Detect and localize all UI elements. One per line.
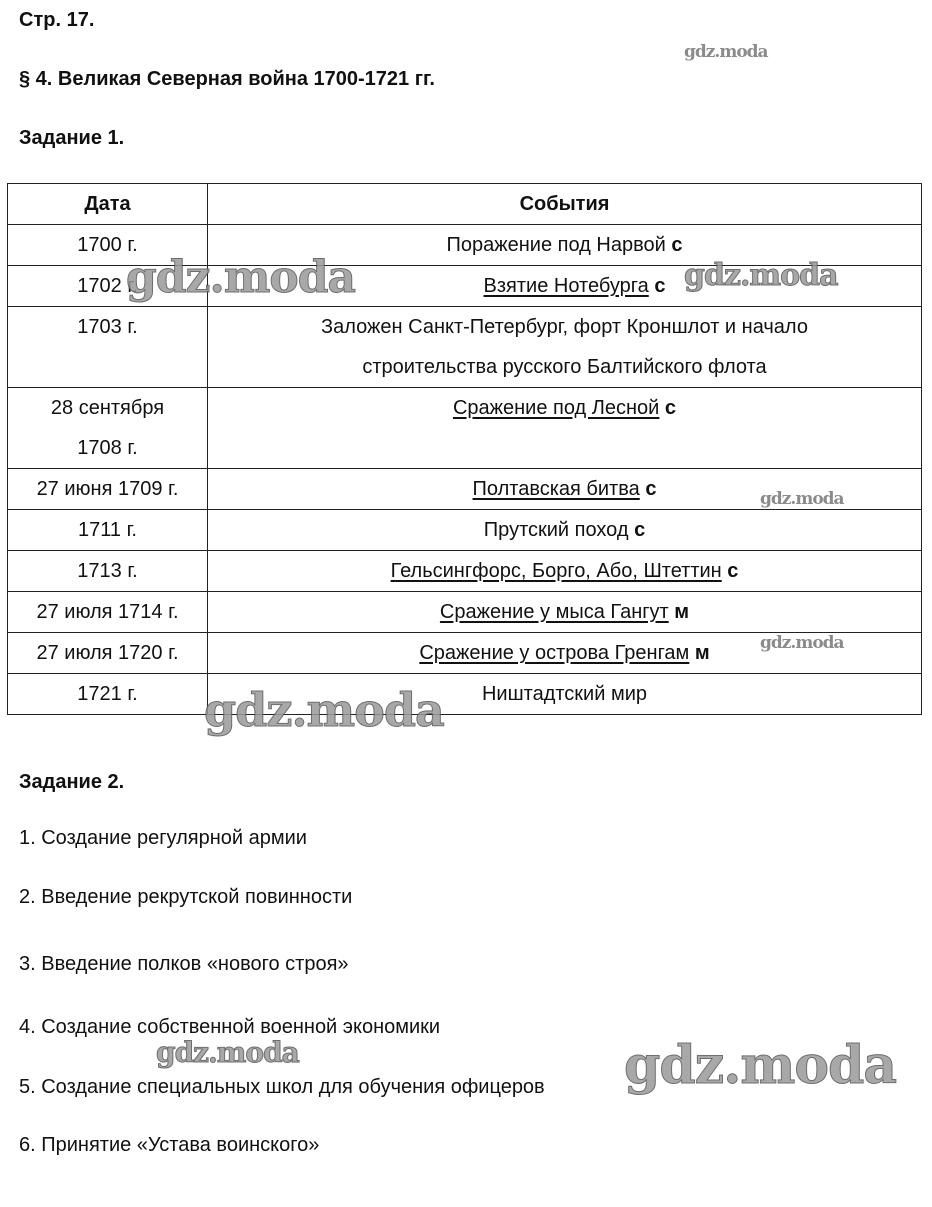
row-event: Сражение под Лесной с — [208, 388, 922, 469]
answer-mark: м — [694, 642, 710, 664]
watermark: gdz.moda — [684, 258, 838, 293]
table-row — [8, 307, 922, 388]
answer-mark: с — [654, 275, 666, 297]
row-event: Прутский поход с — [208, 510, 922, 551]
watermark: gdz.moda — [760, 489, 844, 509]
row-date: 27 июня 1709 г. — [8, 469, 208, 510]
row-event: Взятие Нотебурга с — [208, 266, 922, 307]
table-row — [8, 266, 922, 307]
row-event: Ништадтский мир — [208, 674, 922, 715]
row-event: Гельсингфорс, Борго, Або, Штеттин с — [208, 551, 922, 592]
row-event: Сражение у мыса Гангут м — [208, 592, 922, 633]
answer-mark: с — [664, 397, 677, 419]
section-title: § 4. Великая Северная война 1700-1721 гг. — [19, 68, 435, 90]
row-date: 27 июля 1714 г. — [8, 592, 208, 633]
table-row — [8, 225, 922, 266]
table-row — [8, 633, 922, 674]
table-row — [8, 551, 922, 592]
table-row — [8, 510, 922, 551]
watermark: gdz.moda — [684, 42, 768, 62]
watermark: gdz.moda — [760, 633, 844, 653]
task1-title: Задание 1. — [19, 127, 125, 149]
row-event: Поражение под Нарвой с — [208, 225, 922, 266]
row-date: 1711 г. — [8, 510, 208, 551]
answer-mark: м — [674, 601, 690, 623]
row-date: 1700 г. — [8, 225, 208, 266]
list-item: 4. Создание собственной военной экономики — [19, 1016, 441, 1038]
events-table — [7, 183, 922, 715]
page-number: Стр. 17. — [19, 9, 95, 31]
watermark: gdz.moda — [624, 1035, 897, 1096]
list-item: 1. Создание регулярной армии — [19, 827, 307, 849]
list-item: 5. Создание специальных школ для обучения офицеров — [19, 1076, 545, 1098]
table-header-row — [8, 184, 922, 225]
row-event: Сражение у острова Гренгам м — [208, 633, 922, 674]
answer-mark: с — [645, 478, 657, 500]
row-date: 1713 г. — [8, 551, 208, 592]
row-event: Заложен Санкт-Петербург, форт Кроншлот и начало строительства русского Балтийского флота — [208, 307, 922, 388]
row-date: 1721 г. — [8, 674, 208, 715]
header-events: События — [208, 184, 922, 225]
answer-mark: с — [727, 560, 739, 582]
list-item: 2. Введение рекрутской повинности — [19, 886, 353, 908]
table-row — [8, 388, 922, 469]
table-row — [8, 469, 922, 510]
row-date: 27 июля 1720 г. — [8, 633, 208, 674]
answer-mark: с — [634, 519, 646, 541]
row-date: 1703 г. — [8, 307, 208, 388]
table-row — [8, 592, 922, 633]
watermark: gdz.moda — [204, 683, 444, 737]
answer-mark: с — [671, 234, 683, 256]
task2-title: Задание 2. — [19, 771, 125, 793]
table-row — [8, 674, 922, 715]
row-date: 28 сентября 1708 г. — [8, 388, 208, 469]
row-date: 1702 г. — [8, 266, 208, 307]
list-item: 6. Принятие «Устава воинского» — [19, 1134, 320, 1156]
watermark: gdz.moda — [156, 1036, 299, 1069]
row-event: Полтавская битва с — [208, 469, 922, 510]
watermark: gdz.moda — [126, 252, 356, 303]
header-date: Дата — [8, 184, 208, 225]
list-item: 3. Введение полков «нового строя» — [19, 953, 349, 975]
